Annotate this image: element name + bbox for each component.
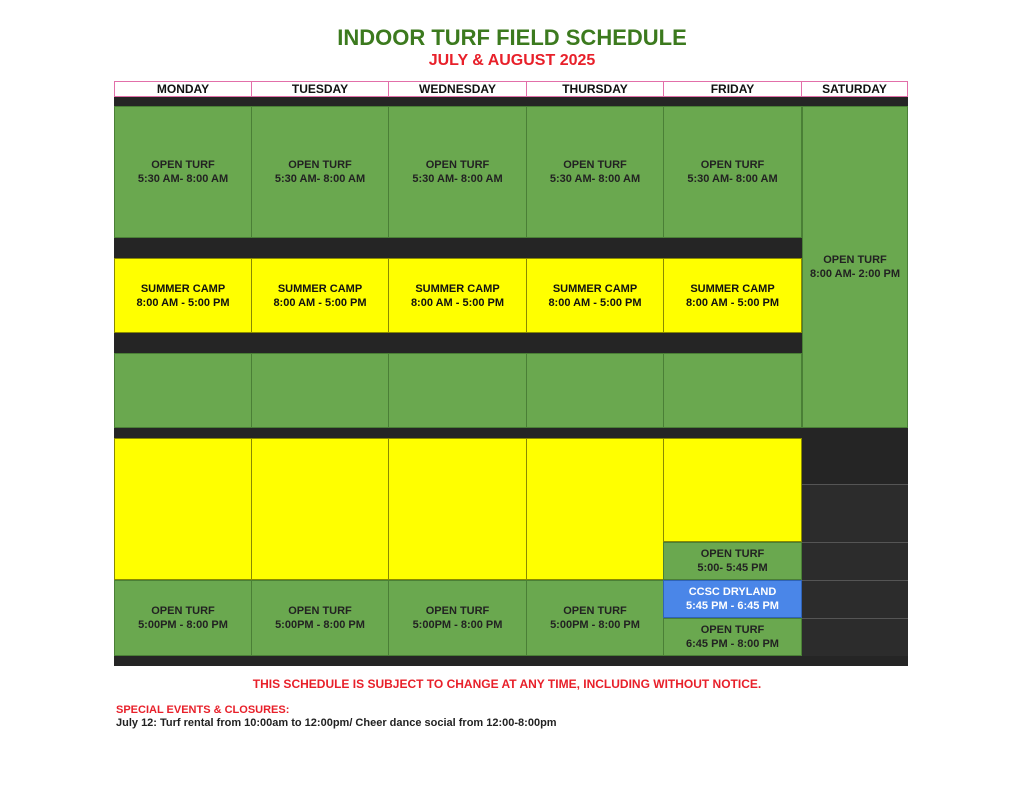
- block-time: 8:00 AM - 5:00 PM: [273, 296, 367, 309]
- header-tuesday: TUESDAY: [251, 81, 389, 97]
- block-label: SUMMER CAMP: [690, 282, 775, 295]
- block-time: 5:30 AM- 8:00 AM: [137, 173, 229, 185]
- wednesday-summer-camp: [388, 258, 527, 333]
- tuesday-open-turf-evening: [251, 580, 389, 656]
- block-time: 5:00PM - 8:00 PM: [412, 619, 503, 631]
- block-label: OPEN TURF: [425, 605, 490, 617]
- block-label: OPEN TURF: [151, 159, 215, 171]
- tuesday-open-turf-morning: [251, 106, 389, 238]
- separator-bar: [114, 97, 908, 106]
- tuesday-summer-camp-afternoon: [251, 438, 389, 580]
- tuesday-open-turf-midday: [251, 353, 389, 428]
- tuesday-summer-camp: [251, 258, 389, 333]
- wednesday-open-turf-evening: [388, 580, 527, 656]
- monday-open-turf-midday: [114, 353, 252, 428]
- separator-bar: [114, 238, 802, 258]
- block-time: 6:45 PM - 8:00 PM: [686, 638, 779, 650]
- saturday-closed: [802, 484, 908, 542]
- saturday-closed: [802, 580, 908, 618]
- thursday-open-turf-evening: [526, 580, 664, 656]
- block-time: 5:30 AM- 8:00 AM: [274, 173, 366, 185]
- header-monday: MONDAY: [114, 81, 252, 97]
- block-label: OPEN TURF: [563, 159, 627, 171]
- wednesday-open-turf-morning: [388, 106, 527, 238]
- monday-open-turf-morning: [114, 106, 252, 238]
- saturday-open-turf: [802, 106, 908, 428]
- friday-open-turf-late-evening: [663, 618, 802, 656]
- block-time: 8:00 AM - 5:00 PM: [410, 296, 505, 309]
- special-event-item: July 12: Turf rental from 10:00am to 12:00pm/ Cheer dance social from 12:00-8:00pm: [116, 717, 557, 729]
- monday-open-turf-evening: [114, 580, 252, 656]
- header-friday: FRIDAY: [663, 81, 802, 97]
- block-label: OPEN TURF: [288, 605, 352, 617]
- block-label: SUMMER CAMP: [140, 282, 226, 295]
- separator-bar: [114, 428, 802, 438]
- block-time: 5:45 PM - 6:45 PM: [686, 600, 779, 612]
- block-label: SUMMER CAMP: [552, 282, 638, 295]
- header-saturday: SATURDAY: [801, 81, 908, 97]
- block-label: OPEN TURF: [425, 159, 490, 171]
- block-label: SUMMER CAMP: [277, 282, 363, 295]
- block-label: OPEN TURF: [288, 159, 352, 171]
- friday-open-turf-morning: [663, 106, 802, 238]
- block-time: 8:00 AM - 5:00 PM: [136, 296, 230, 309]
- header-thursday: THURSDAY: [526, 81, 664, 97]
- block-label: OPEN TURF: [823, 254, 887, 266]
- separator-bar: [114, 333, 802, 353]
- friday-open-turf-early-evening: [663, 542, 802, 580]
- block-label: SUMMER CAMP: [415, 282, 500, 295]
- header-wednesday: WEDNESDAY: [388, 81, 527, 97]
- block-time: 5:30 AM- 8:00 AM: [412, 173, 503, 185]
- saturday-closed: [802, 542, 908, 580]
- block-label: OPEN TURF: [151, 605, 215, 617]
- saturday-closed: [802, 428, 908, 484]
- special-events-heading: SPECIAL EVENTS & CLOSURES:: [116, 704, 290, 716]
- friday-open-turf-midday: [663, 353, 802, 428]
- block-label: OPEN TURF: [700, 159, 765, 171]
- block-time: 8:00 AM - 5:00 PM: [548, 296, 642, 309]
- wednesday-summer-camp-afternoon: [388, 438, 527, 580]
- block-time: 5:30 AM- 8:00 AM: [549, 173, 641, 185]
- thursday-summer-camp-afternoon: [526, 438, 664, 580]
- saturday-closed: [802, 618, 908, 656]
- block-label: CCSC DRYLAND: [688, 586, 777, 598]
- thursday-open-turf-morning: [526, 106, 664, 238]
- page-title: INDOOR TURF FIELD SCHEDULE: [337, 25, 687, 50]
- page-subtitle: JULY & AUGUST 2025: [428, 52, 596, 69]
- schedule-grid: [114, 81, 908, 666]
- block-time: 5:00PM - 8:00 PM: [550, 619, 640, 631]
- thursday-open-turf-midday: [526, 353, 664, 428]
- block-time: 8:00 AM - 5:00 PM: [685, 296, 780, 309]
- block-time: 5:00- 5:45 PM: [697, 562, 768, 574]
- block-time: 8:00 AM- 2:00 PM: [809, 268, 901, 280]
- wednesday-open-turf-midday: [388, 353, 527, 428]
- block-time: 5:30 AM- 8:00 AM: [687, 173, 778, 185]
- friday-ccsc-dryland: [663, 580, 802, 618]
- block-label: OPEN TURF: [700, 548, 765, 560]
- monday-summer-camp: [114, 258, 252, 333]
- block-time: 5:00PM - 8:00 PM: [275, 619, 365, 631]
- monday-summer-camp-afternoon: [114, 438, 252, 580]
- friday-summer-camp: [663, 258, 802, 333]
- separator-bar: [114, 656, 908, 666]
- thursday-summer-camp: [526, 258, 664, 333]
- schedule-notice: THIS SCHEDULE IS SUBJECT TO CHANGE AT ANY TIME, INCLUDING WITHOUT NOTICE.: [252, 677, 762, 691]
- friday-summer-camp-afternoon: [663, 438, 802, 542]
- block-label: OPEN TURF: [563, 605, 627, 617]
- block-label: OPEN TURF: [700, 624, 765, 636]
- block-time: 5:00PM - 8:00 PM: [138, 619, 228, 631]
